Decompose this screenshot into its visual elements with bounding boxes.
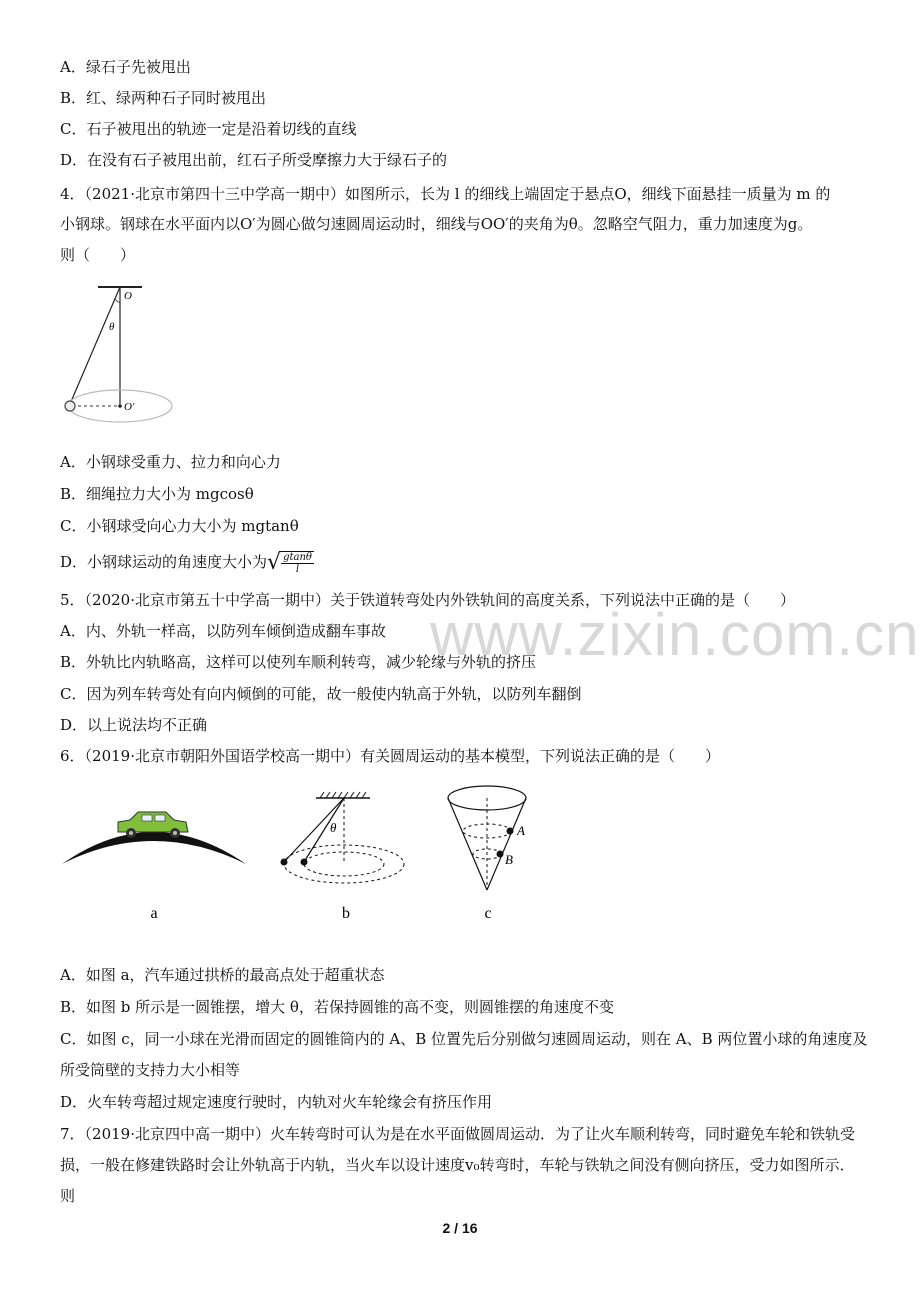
q4-stem-line1: 4．（2021·北京市第四十三中学高一期中）如图所示，长为 l 的细线上端固定于悬点O，细线下面悬挂一质量为 m 的 xyxy=(60,185,831,203)
q4-option-d-numerator: gtanθ xyxy=(283,552,312,563)
q5-option-b: B．外轨比内轨略高，这样可以使列车顺利转弯，减少轮缘与外轨的挤压 xyxy=(60,653,537,671)
q6-figure-a-car-on-bridge xyxy=(62,812,246,922)
q4-option-c: C．小钢球受向心力大小为 mgtanθ xyxy=(60,517,299,535)
q6-fig-a-label: a xyxy=(150,905,158,922)
q6-figure-c-cone xyxy=(448,786,526,922)
q6-option-a: A．如图 a，汽车通过拱桥的最高点处于超重状态 xyxy=(60,966,385,984)
q4-stem-line3: 则（ ） xyxy=(60,246,136,264)
q5-stem: 5．（2020·北京市第五十中学高一期中）关于铁道转弯处内外铁轨间的高度关系，下列说法中正确的是（ ） xyxy=(60,591,795,609)
q4-option-a: A．小钢球受重力、拉力和向心力 xyxy=(60,453,281,471)
q6-stem: 6．（2019·北京市朝阳外国语学校高一期中）有关圆周运动的基本模型，下列说法正确的是（ ） xyxy=(60,747,720,765)
q6-option-d: D．火车转弯超过规定速度行驶时，内轨对火车轮缘会有挤压作用 xyxy=(60,1093,493,1111)
q4-option-d-denominator: l xyxy=(295,564,300,575)
q6-fig-c-label-a: A xyxy=(517,823,525,838)
q7-stem: 7．（2019·北京四中高一期中）火车转弯时可认为是在水平面做圆周运动．为了让火车顺利转弯，同时避免车轮和铁轨受损，一般在修建铁路时会让外轨高于内轨，当火车以设计速度v₀转弯时，车轮与铁轨之间没有侧向挤压，受力如图所示．则 xyxy=(60,1125,855,1205)
page-number: 2 / 16 xyxy=(442,1220,478,1236)
q6-fig-c-label: c xyxy=(484,905,492,922)
q3-option-a: A．绿石子先被甩出 xyxy=(60,58,191,76)
q6-figures xyxy=(58,780,538,930)
q5-option-a: A．内、外轨一样高，以防列车倾倒造成翻车事故 xyxy=(60,622,386,640)
q4-option-b: B．细绳拉力大小为 mgcosθ xyxy=(60,485,254,503)
q4-fig-label-theta: θ xyxy=(109,321,115,333)
q6-option-b: B．如图 b 所示是一圆锥摆，增大 θ，若保持圆锥的高不变，则圆锥摆的角速度不变 xyxy=(60,998,614,1016)
q6-figure-b-conical-pendulum xyxy=(281,792,405,922)
q3-option-d: D．在没有石子被甩出前，红石子所受摩擦力大于绿石子的 xyxy=(60,151,448,169)
q6-fig-c-label-b: B xyxy=(505,852,513,867)
q3-option-c: C．石子被甩出的轨迹一定是沿着切线的直线 xyxy=(60,120,357,138)
q4-option-d-text: D．小钢球运动的角速度大小为 xyxy=(60,553,268,571)
q5-option-d: D．以上说法均不正确 xyxy=(60,716,208,734)
q4-fig-label-o: O xyxy=(124,290,132,302)
q4-option-d: D．小钢球运动的角速度大小为√ $\frac{gtan\theta}{l}$ xyxy=(60,550,312,575)
q6-fig-b-label: b xyxy=(342,905,350,922)
q5-option-c: C．因为列车转弯处有向内倾倒的可能，故一般使内轨高于外轨，以防列车翻倒 xyxy=(60,685,582,703)
q6-fig-b-theta: θ xyxy=(330,820,337,835)
q4-conical-pendulum-figure xyxy=(58,282,178,432)
q4-fig-label-o-prime: O′ xyxy=(124,401,135,413)
q6-option-c: C．如图 c，同一小球在光滑而固定的圆锥筒内的 A、B 位置先后分别做匀速圆周运动，则在 A、B 两位置小球的角速度及所受筒壁的支持力大小相等 xyxy=(60,1030,868,1079)
q4-stem-line2: 小钢球。钢球在水平面内以O′为圆心做匀速圆周运动时，细线与OO′的夹角为θ。忽略空气阻力，重力加速度为g。 xyxy=(60,215,813,233)
q3-option-b: B．红、绿两种石子同时被甩出 xyxy=(60,89,267,107)
watermark: www.zixin.com.cn xyxy=(430,601,920,668)
